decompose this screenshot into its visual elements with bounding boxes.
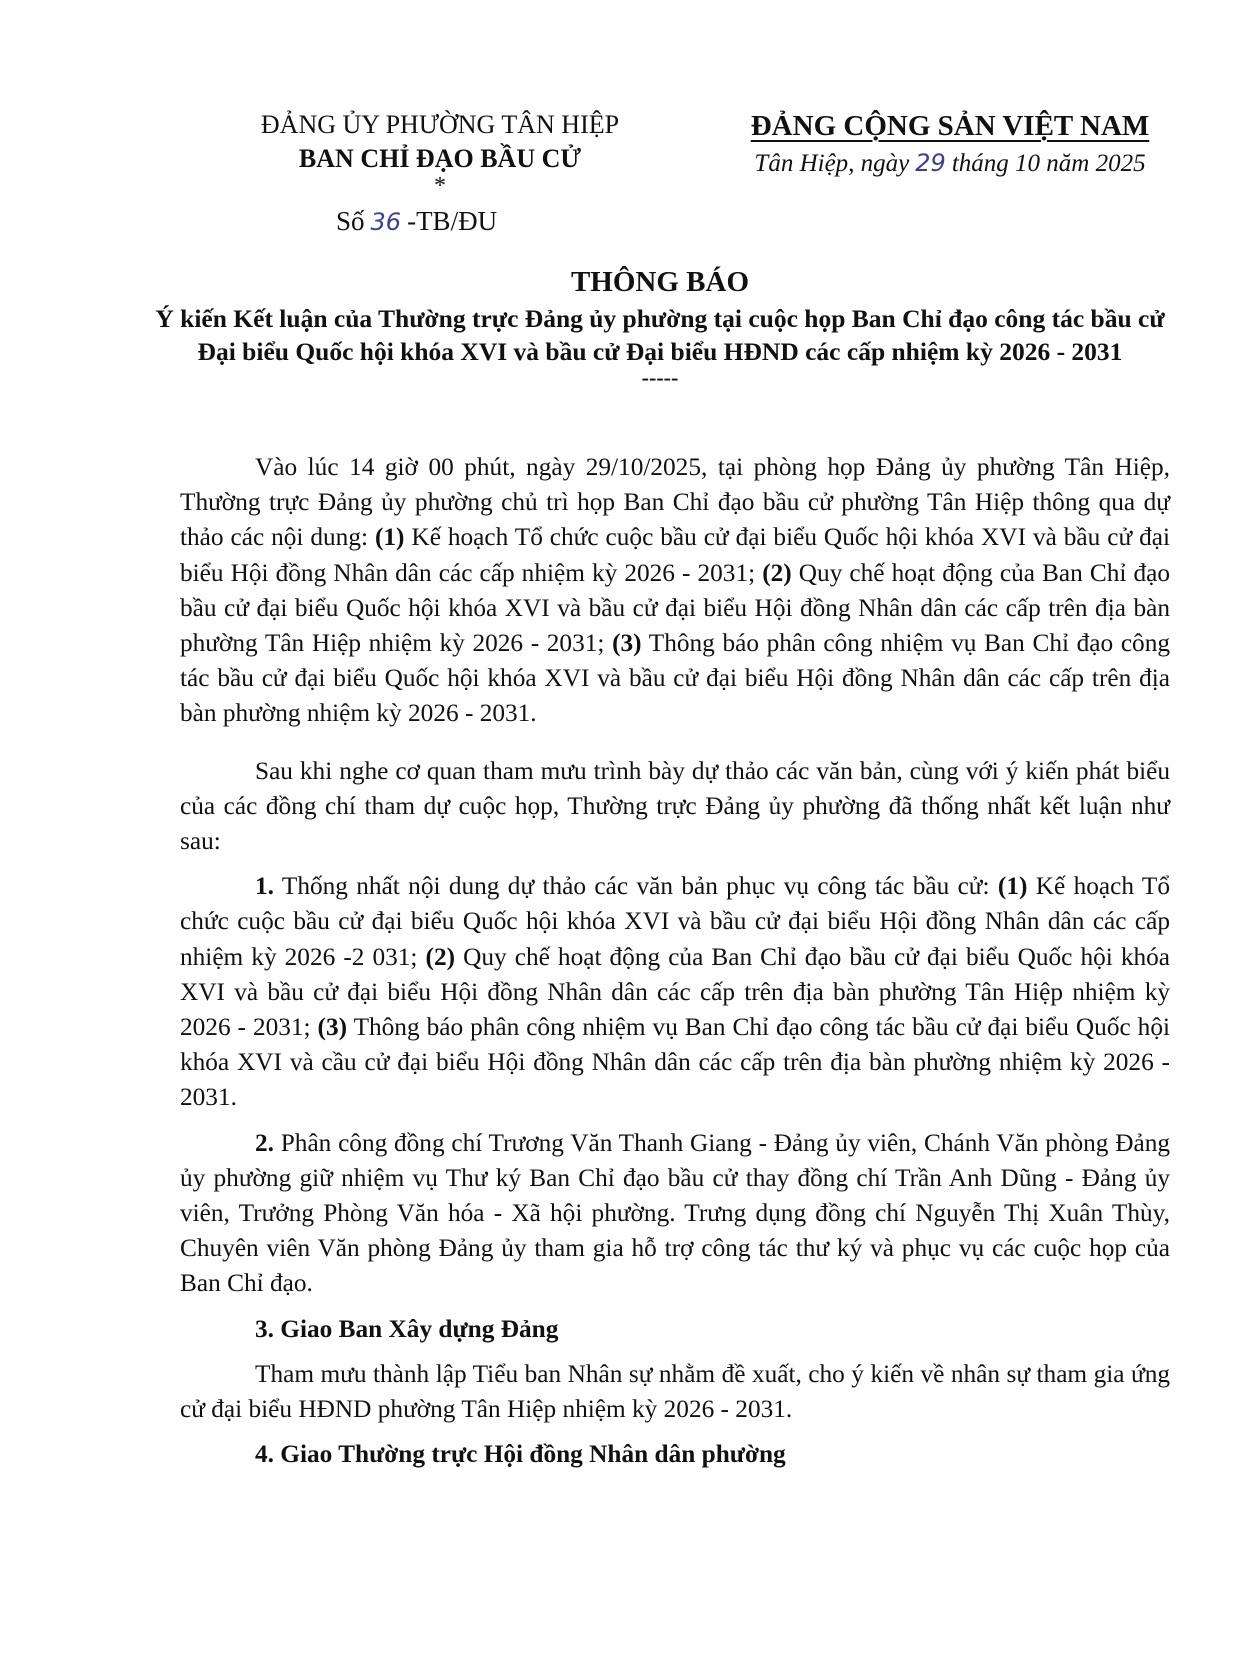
item-3-heading <box>180 1312 1170 1347</box>
day-handwritten: 29 <box>915 149 946 177</box>
issuer-star: * <box>434 173 446 199</box>
intro-text-d: Thông báo phân công nhiệm vụ Ban Chỉ đạo công tác bầu cử đại biểu Quốc hội khóa XVI và bầu cử đại biểu Hội đồng Nhân dân các cấp trên địa bàn phường nhiệm kỳ 2026 - 2031. <box>180 629 1170 728</box>
party-block <box>700 108 1200 181</box>
item-1-num-1: (1) <box>997 872 1028 901</box>
place-prefix: Tân Hiệp, ngày <box>754 150 910 177</box>
document-title: THÔNG BÁO <box>570 266 750 298</box>
intro-num-1: (1) <box>374 523 405 552</box>
place-date <box>700 146 1200 181</box>
document-body <box>180 450 1170 1472</box>
number-handwritten: 36 <box>370 208 402 236</box>
item-1-text-a: Thống nhất nội dung dự thảo các văn bản phục vụ công tác bầu cử: <box>281 872 990 901</box>
item-1-text-d: Thông báo phân công nhiệm vụ Ban Chỉ đạo công tác bầu cử đại biểu Quốc hội khóa XVI và cầu cử đại biểu Hội đồng Nhân dân các cấp trên địa bàn phường nhiệm kỳ 2026 - 2031. <box>180 1013 1170 1112</box>
item-1-text-c: Quy chế hoạt động của Ban Chỉ đạo bầu cử đại biểu Quốc hội khóa XVI và bầu cử đại biểu Hội đồng Nhân dân các cấp trên địa bàn phường Tân Hiệp nhiệm kỳ 2026 - 2031; <box>180 942 1171 1042</box>
item-1-text-b: Kế hoạch Tổ chức cuộc bầu cử đại biểu Quốc hội khóa XVI và bầu cử đại biểu Hội đồng Nhân dân các cấp nhiệm kỳ 2026 -2 031; <box>180 872 1171 971</box>
intro-num-3: (3) <box>612 629 642 658</box>
number-prefix: Số <box>336 206 365 236</box>
paragraph-conclusion-lead: Sau khi nghe cơ quan tham mưu trình bày dự thảo các văn bản, cùng với ý kiến phát biểu của các đồng chí tham dự cuộc họp, Thường trực Đảng ủy phường đã thống nhất kết luận như sau: <box>180 756 1170 856</box>
item-1-num: 1. <box>255 872 274 901</box>
item-3-text: Tham mưu thành lập Tiểu ban Nhân sự nhằm đề xuất, cho ý kiến về nhân sự tham gia ứng cử đại biểu HĐND phường Tân Hiệp nhiệm kỳ 2026 - 2031. <box>180 1359 1170 1424</box>
title-divider: ----- <box>641 365 679 390</box>
document-subtitle: Ý kiến Kết luận của Thường trực Đảng ủy phường tại cuộc họp Ban Chỉ đạo công tác bầu cử Đại biểu Quốc hội khóa XVI và bầu cử Đại biểu HĐND các cấp nhiệm kỳ 2026 - 2031 <box>155 304 1165 366</box>
intro-text-b: Kế hoạch Tổ chức cuộc bầu cử đại biểu Quốc hội khóa XVI và bầu cử đại biểu Hội đồng Nhân dân các cấp nhiệm kỳ 2026 - 2031; <box>180 523 1171 587</box>
item-1-num-3: (3) <box>317 1013 348 1042</box>
item-1 <box>180 869 1170 1115</box>
intro-text-c: Quy chế hoạt động của Ban Chỉ đạo bầu cử đại biểu Quốc hội khóa XVI và bầu cử đại biểu Hội đồng Nhân dân các cấp trên địa bàn phường Tân Hiệp nhiệm kỳ 2026 - 2031; <box>180 558 1171 658</box>
title-block <box>150 262 1170 388</box>
issuer-block <box>210 108 670 199</box>
issuer-org: ĐẢNG ỦY PHƯỜNG TÂN HIỆP <box>260 110 620 139</box>
party-name: ĐẢNG CỘNG SẢN VIỆT NAM <box>750 110 1150 142</box>
intro-text-a: Vào lúc 14 giờ 00 phút, ngày 29/10/2025, tại phòng họp Đảng ủy phường Tân Hiệp, Thường trực Đảng ủy phường chủ trì họp Ban Chỉ đạo bầu cử phường Tân Hiệp thông qua dự thảo các nội dung: <box>180 453 1170 552</box>
document-number <box>336 206 497 237</box>
item-2-num: 2. <box>255 1128 274 1157</box>
number-suffix: -TB/ĐU <box>407 206 498 236</box>
item-1-num-2: (2) <box>425 942 456 971</box>
item-2 <box>180 1126 1170 1302</box>
intro-num-2: (2) <box>762 558 792 587</box>
paragraph-intro <box>180 450 1170 732</box>
place-suffix: tháng 10 năm 2025 <box>951 150 1146 177</box>
issuer-board: BAN CHỈ ĐẠO BẦU CỬ <box>298 144 582 173</box>
item-4-heading <box>180 1437 1170 1472</box>
item-3-heading-text: 3. Giao Ban Xây dựng Đảng <box>255 1314 559 1343</box>
item-4-heading-text: 4. Giao Thường trực Hội đồng Nhân dân phường <box>255 1440 786 1469</box>
item-2-text: Phân công đồng chí Trương Văn Thanh Giang - Đảng ủy viên, Chánh Văn phòng Đảng ủy phường giữ nhiệm vụ Thư ký Ban Chỉ đạo bầu cử thay đồng chí Trần Anh Dũng - Đảng ủy viên, Trưởng Phòng Văn hóa - Xã hội phường. Trưng dụng đồng chí Nguyễn Thị Xuân Thùy, Chuyên viên Văn phòng Đảng ủy tham gia hỗ trợ công tác thư ký và phục vụ các cuộc họp của Ban Chỉ đạo. <box>180 1128 1170 1298</box>
